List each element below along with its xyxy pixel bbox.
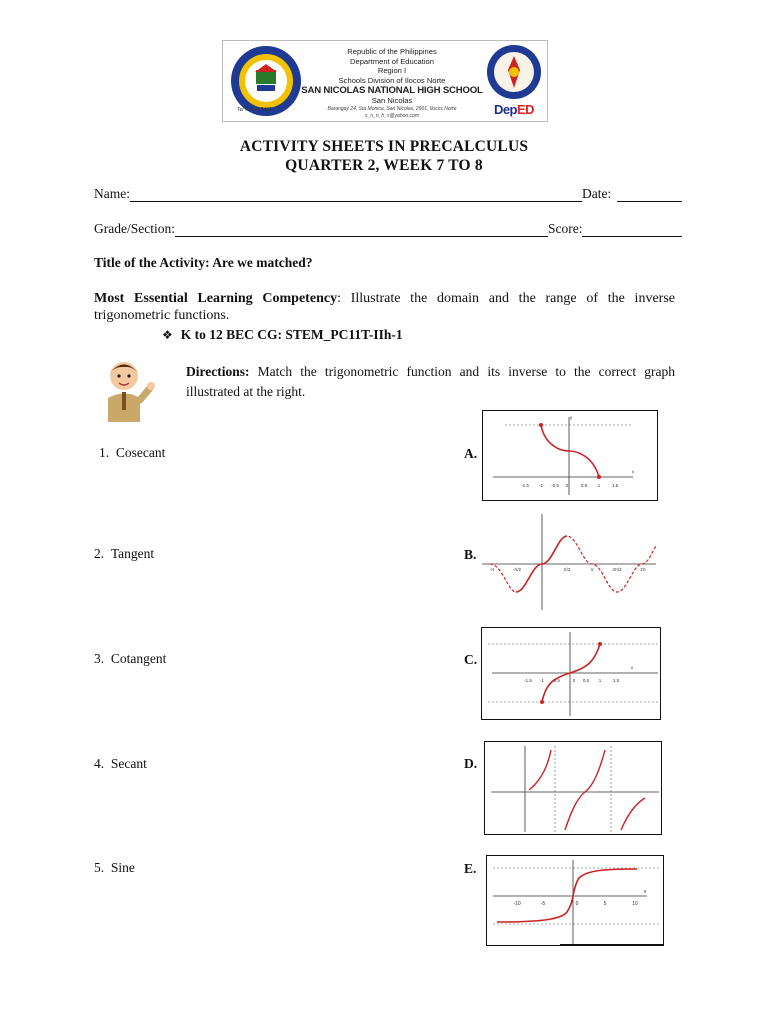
graph-e-tick-2: -5 xyxy=(540,901,546,907)
item-1-number: 1. xyxy=(99,445,110,460)
header-line-region: Region I xyxy=(377,66,407,76)
deped-seal-logo xyxy=(485,43,543,101)
graph-b xyxy=(480,512,658,612)
graph-a-endpoint-right xyxy=(597,475,601,479)
graph-c-tick-1: -1.5 xyxy=(524,678,532,683)
diamond-bullet-icon: ❖ xyxy=(162,328,173,342)
choice-e-letter: E. xyxy=(464,861,477,876)
date-field[interactable] xyxy=(617,188,682,202)
graph-e-svg xyxy=(487,856,663,945)
item-5-label: Sine xyxy=(110,860,135,875)
deped-wordmark xyxy=(485,102,543,117)
graph-c xyxy=(481,627,661,720)
graph-e-tick-3: 0 xyxy=(575,901,579,907)
graph-c-tick-5: 0.5 xyxy=(582,678,590,683)
bottom-rule xyxy=(560,944,664,945)
graph-b-svg xyxy=(480,512,658,612)
item-2-number: 2. xyxy=(94,546,105,561)
student-cartoon-icon xyxy=(94,356,156,422)
graph-b-tick-1: -π xyxy=(489,567,495,572)
graph-a-tick-7: 1.5 xyxy=(611,483,619,488)
header-address: Barangay 24, Sta Monica, San Nicolas, 2901, Ilocos Norte xyxy=(327,105,457,112)
item-2 xyxy=(94,546,154,562)
date-label: Date: xyxy=(582,186,612,201)
graph-c-x-label: x xyxy=(630,665,634,670)
score-field[interactable] xyxy=(582,223,682,237)
graph-c-tick-3: -0.5 xyxy=(552,678,560,683)
curriculum-code xyxy=(162,327,403,343)
grade-section-label: Grade/Section: xyxy=(94,221,175,236)
graph-a xyxy=(482,410,658,501)
item-2-label: Tangent xyxy=(110,546,155,561)
item-4-number: 4. xyxy=(94,756,105,771)
graph-c-tick-4: 0 xyxy=(572,678,576,683)
graph-a-tick-2: -1 xyxy=(538,483,544,488)
graph-a-tick-6: 1 xyxy=(597,483,601,488)
header-town: San Nicolas xyxy=(371,96,413,106)
item-5-number: 5. xyxy=(94,860,105,875)
graph-d-branch-1 xyxy=(529,750,551,790)
item-3-label: Cotangent xyxy=(110,651,167,666)
header-tel: Tel #: 670-7405 xyxy=(237,107,272,113)
page-subtitle: QUARTER 2, WEEK 7 TO 8 xyxy=(285,157,483,174)
graph-b-tick-2: -π/2 xyxy=(512,567,522,572)
deped-wordmark-dep: Dep xyxy=(493,102,517,117)
graph-e-tick-1: -10 xyxy=(513,901,521,907)
header-email: s_n_n_h_s@yahoo.com xyxy=(365,112,419,119)
graph-c-endpoint-right xyxy=(598,642,602,646)
graph-b-tick-3: π/2 xyxy=(563,567,571,572)
graph-e-tick-4: 5 xyxy=(603,901,607,907)
graph-e xyxy=(486,855,664,946)
graph-a-endpoint-left xyxy=(539,423,543,427)
graph-b-tick-5: 3π/2 xyxy=(612,567,622,572)
item-1 xyxy=(99,445,165,461)
graph-a-y-label: y xyxy=(569,415,573,420)
learning-competency xyxy=(94,290,675,324)
curriculum-code-text: K to 12 BEC CG: STEM_PC11T-IIh-1 xyxy=(180,327,403,342)
graph-c-tick-6: 1 xyxy=(598,678,602,683)
graph-a-tick-5: 0.5 xyxy=(580,483,588,488)
graph-e-tick-5: 10 xyxy=(632,901,638,907)
name-field[interactable] xyxy=(130,188,582,202)
deped-wordmark-ed: ED xyxy=(517,102,535,117)
item-1-label: Cosecant xyxy=(115,445,166,460)
header-line-republic: Republic of the Philippines xyxy=(347,47,437,56)
name-label: Name: xyxy=(94,186,130,201)
item-5 xyxy=(94,860,135,876)
item-3 xyxy=(94,651,166,667)
melc-text: : Illustrate the domain and the range of the inverse trigonometric functions. xyxy=(94,291,675,323)
directions xyxy=(186,362,675,402)
directions-text: Match the trigonometric function and its inverse to the correct graph illustrated at the right. xyxy=(186,364,675,399)
header-school-name: SAN NICOLAS NATIONAL HIGH SCHOOL xyxy=(301,85,483,97)
graph-c-tick-2: -1 xyxy=(539,678,545,683)
directions-label: Directions: xyxy=(186,364,250,379)
score-label: Score: xyxy=(547,221,583,236)
graph-c-svg xyxy=(482,628,660,719)
graph-a-tick-1: -1.5 xyxy=(521,483,529,488)
graph-c-endpoint-left xyxy=(540,700,544,704)
header-text xyxy=(295,47,489,120)
activity-title: Title of the Activity: Are we matched? xyxy=(94,255,313,270)
grade-section-field[interactable] xyxy=(175,223,548,237)
choice-d-letter: D. xyxy=(464,756,478,771)
graph-a-curve xyxy=(541,425,599,477)
melc-label: Most Essential Learning Competency xyxy=(94,291,338,306)
choice-b-letter: B. xyxy=(464,547,477,562)
graph-a-tick-4: 0 xyxy=(565,483,569,488)
header-line-deped: Department of Education xyxy=(349,56,434,66)
graph-d-branch-3 xyxy=(621,798,645,830)
choice-a-letter: A. xyxy=(464,446,478,461)
page-title: ACTIVITY SHEETS IN PRECALCULUS xyxy=(239,138,529,155)
graph-b-tick-6: 2π xyxy=(640,567,646,572)
graph-b-tick-4: π xyxy=(590,567,594,572)
name-date-row xyxy=(94,186,682,202)
graph-d-svg xyxy=(485,742,661,834)
item-4-label: Secant xyxy=(110,756,147,771)
grade-score-row xyxy=(94,221,682,237)
school-header xyxy=(222,40,548,122)
graph-e-x-label: x xyxy=(643,889,647,895)
graph-a-tick-3: -0.5 xyxy=(551,483,559,488)
item-4 xyxy=(94,756,147,772)
graph-d-branch-2 xyxy=(565,750,605,830)
choice-c-letter: C. xyxy=(464,652,478,667)
graph-a-x-label: x xyxy=(631,469,635,474)
graph-d xyxy=(484,741,662,835)
graph-c-tick-7: 1.5 xyxy=(612,678,620,683)
item-3-number: 3. xyxy=(94,651,105,666)
graph-a-svg xyxy=(483,411,657,500)
graph-e-curve xyxy=(497,869,637,922)
header-line-division: Schools Division of Ilocos Norte xyxy=(338,75,446,85)
